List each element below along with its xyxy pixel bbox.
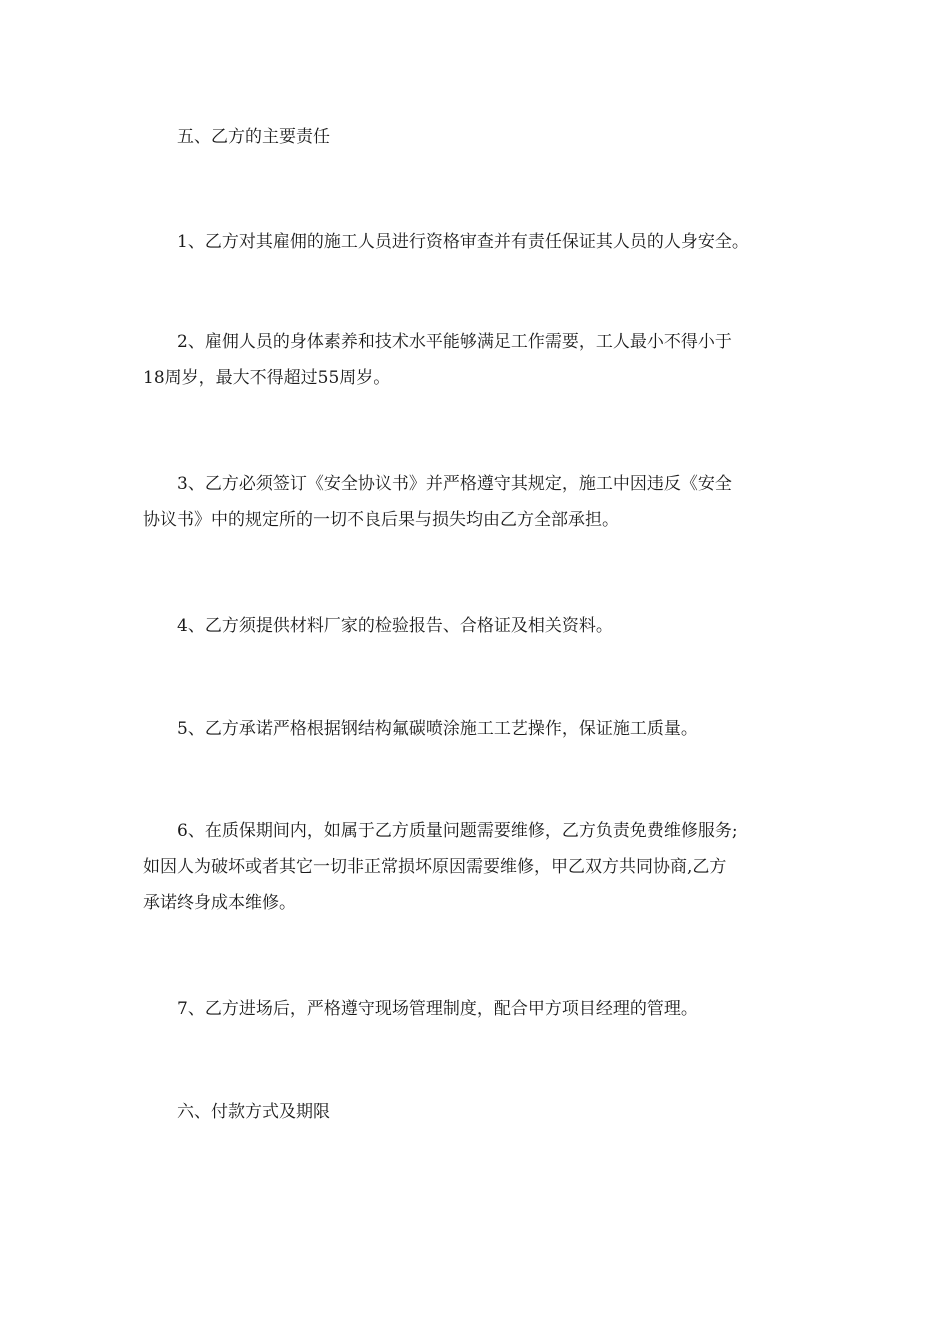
clause-6-line-2: 如因人为破坏或者其它一切非正常损坏原因需要维修，甲乙双方共同协商,乙方 (143, 857, 727, 877)
clause-3-line-2: 协议书》中的规定所的一切不良后果与损失均由乙方全部承担。 (143, 510, 619, 530)
clause-1-line-1: 1、乙方对其雇佣的施工人员进行资格审查并有责任保证其人员的人身安全。 (177, 232, 749, 252)
clause-2 (143, 324, 808, 396)
clause-1 (143, 224, 808, 260)
clause-3-line-1: 3、乙方必须签订《安全协议书》并严格遵守其规定，施工中因违反《安全 (177, 474, 732, 494)
clause-2-line-1: 2、雇佣人员的身体素养和技术水平能够满足工作需要，工人最小不得小于 (177, 332, 732, 352)
clause-7 (143, 991, 808, 1027)
clause-4 (143, 608, 808, 644)
section-heading-5: 五、乙方的主要责任 (177, 127, 330, 147)
clause-7-line-1: 7、乙方进场后，严格遵守现场管理制度，配合甲方项目经理的管理。 (177, 999, 698, 1019)
section-heading-6: 六、付款方式及期限 (177, 1102, 330, 1122)
clause-3 (143, 466, 808, 538)
clause-5 (143, 711, 808, 747)
clause-6-line-1: 6、在质保期间内，如属于乙方质量问题需要维修，乙方负责免费维修服务; (177, 821, 738, 841)
clause-2-line-2: 18周岁，最大不得超过55周岁。 (143, 368, 391, 388)
clause-5-line-1: 5、乙方承诺严格根据钢结构氟碳喷涂施工工艺操作，保证施工质量。 (177, 719, 698, 739)
clause-4-line-1: 4、乙方须提供材料厂家的检验报告、合格证及相关资料。 (177, 616, 613, 636)
clause-6 (143, 813, 808, 921)
clause-6-line-3: 承诺终身成本维修。 (143, 893, 296, 913)
